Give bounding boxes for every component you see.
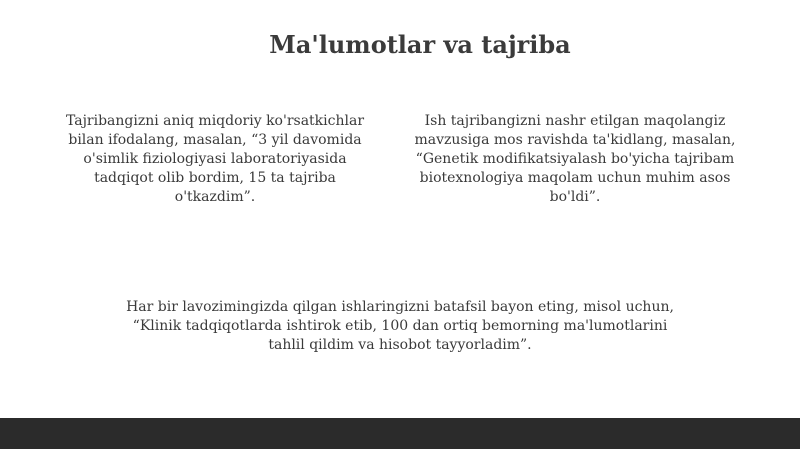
paragraph-publication-experience: Ish tajribangizni nashr etilgan maqolangiz mavzusiga mos ravishda ta'kidlang, masalan, “Genetik modifikatsiyalash bo'yicha tajribam biotexnologiya maqolam uchun muhim asos bo'ldi”. xyxy=(414,113,736,205)
slide-title: Ma'lumotlar va tajriba xyxy=(269,30,571,59)
paragraph-position-details: Har bir lavozimingizda qilgan ishlaringizni batafsil bayon eting, misol uchun, “Klinik tadqiqotlarda ishtirok etib, 100 dan ortiq bemorning ma'lumotlarini tahlil qildim va hisobot tayyorladim”. xyxy=(126,299,674,353)
paragraph-quantitative-experience: Tajribangizni aniq miqdoriy ko'rsatkichlar bilan ifodalang, masalan, “3 yil davomida o'simlik fiziologiyasi laboratoriyasida tadqiqot olib bordim, 15 ta tajriba o'tkazdim”. xyxy=(65,113,365,205)
footer-bar xyxy=(0,418,800,449)
